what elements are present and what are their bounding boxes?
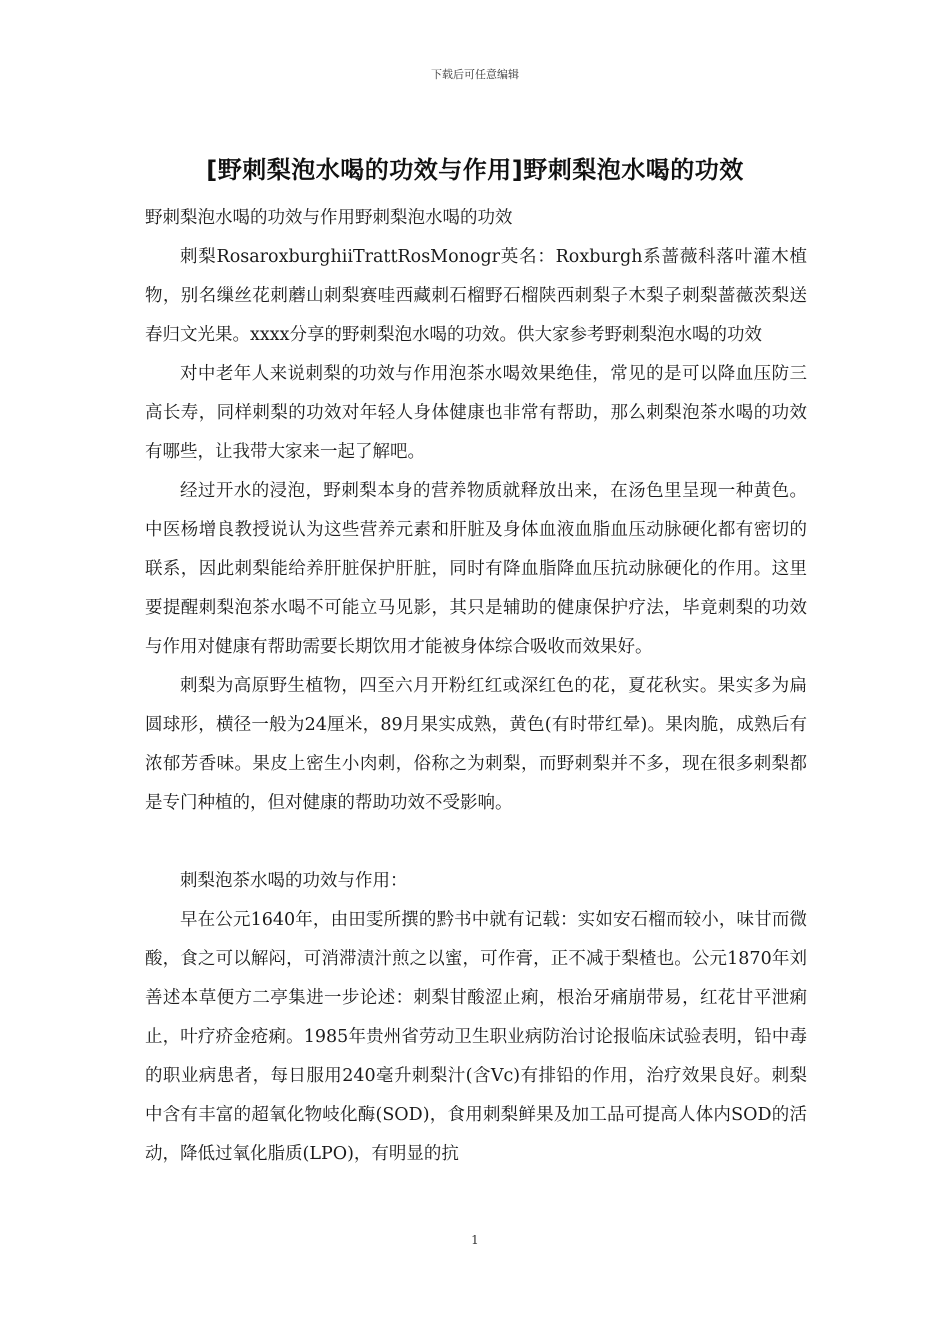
header-note: 下载后可任意编辑 — [431, 68, 519, 81]
document-title: [野刺梨泡水喝的功效与作用]野刺梨泡水喝的功效 — [206, 156, 744, 184]
paragraph-spacer — [145, 823, 807, 862]
section-heading: 刺梨泡茶水喝的功效与作用： — [180, 871, 408, 891]
document-body — [145, 199, 807, 1174]
page-number: 1 — [471, 1233, 479, 1247]
paragraph: 早在公元1640年，由田雯所撰的黔书中就有记载：实如安石榴而较小，味甘而微酸，食之可以解闷，可消滞渍汁煎之以蜜，可作膏，正不减于梨楂也。公元1870年刘善述本草便方二亭集进一步论述：刺梨甘酸涩止痢，根治牙痛崩带易，红花甘平泄痢止，叶疗疥金疮痢。1985年贵州省劳动卫生职业病防治讨论报临床试验表明，铅中毒的职业病患者，每日服用240毫升刺梨汁(含Vc)有排铅的作用，治疗效果良好。刺梨中含有丰富的超氧化物岐化酶(SOD)，食用刺梨鲜果及加工品可提高人体内SOD的活动，降低过氧化脂质(LPO)，有明显的抗 — [145, 910, 807, 1164]
paragraph: 刺梨RosaroxburghiiTrattRosMonogr英名：Roxburgh系蔷薇科落叶灌木植物，别名缫丝花刺蘑山刺梨赛哇西藏刺石榴野石榴陕西刺梨子木梨子刺梨蔷薇茨梨送春归文光果。xxxx分享的野刺梨泡水喝的功效。供大家参考野刺梨泡水喝的功效 — [145, 247, 807, 345]
paragraph: 对中老年人来说刺梨的功效与作用泡茶水喝效果绝佳，常见的是可以降血压防三高长寿，同样刺梨的功效对年轻人身体健康也非常有帮助，那么刺梨泡茶水喝的功效有哪些，让我带大家来一起了解吧。 — [145, 364, 807, 462]
document-subtitle: 野刺梨泡水喝的功效与作用野刺梨泡水喝的功效 — [145, 208, 513, 228]
paragraph: 刺梨为高原野生植物，四至六月开粉红红或深红色的花，夏花秋实。果实多为扁圆球形，横径一般为24厘米，89月果实成熟，黄色(有时带红晕)。果肉脆，成熟后有浓郁芳香味。果皮上密生小肉刺，俗称之为刺梨，而野刺梨并不多，现在很多刺梨都是专门种植的，但对健康的帮助功效不受影响。 — [145, 676, 807, 813]
paragraph: 经过开水的浸泡，野刺梨本身的营养物质就释放出来，在汤色里呈现一种黄色。中医杨增良教授说认为这些营养元素和肝脏及身体血液血脂血压动脉硬化都有密切的联系，因此刺梨能给养肝脏保护肝脏，同时有降血脂降血压抗动脉硬化的作用。这里要提醒刺梨泡茶水喝不可能立马见影，其只是辅助的健康保护疗法，毕竟刺梨的功效与作用对健康有帮助需要长期饮用才能被身体综合吸收而效果好。 — [145, 481, 807, 657]
